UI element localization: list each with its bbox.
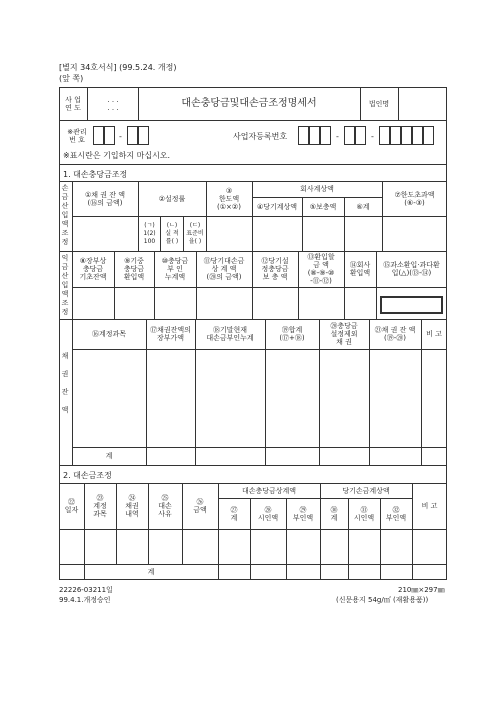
s2-g1c-denied: ㉙ 부인액 [292, 505, 314, 522]
bal-c2-book: ⑰채권잔액의 장부가액 [150, 326, 191, 342]
form-title: 대손충당금및대손금조정명세서 [181, 97, 317, 109]
page-side: (앞 쪽) [59, 74, 84, 83]
bal-c4-sum: ⑲합계 (⑰+⑱) [279, 326, 305, 342]
bal-c6-balance: ㉑채 권 잔 액 (⑲-⑳) [374, 326, 416, 342]
s2-c5-amount: ㉖ 금액 [193, 498, 207, 514]
mgmt-number-box-3[interactable] [127, 126, 138, 145]
biz-reg-number-label: 사업자등록번호 [233, 132, 288, 141]
footer-right-1: 210㎜×297㎜ [398, 586, 445, 594]
b3-denied: ⑩충당금 부 인 누계액 [161, 257, 189, 281]
bal-c7-note: 비 고 [426, 330, 442, 338]
biz-no-box-8[interactable] [401, 126, 412, 145]
section2-title: 2. 대손금조정 [63, 471, 112, 480]
s2-c3-receivable: ㉔ 채권 내역 [125, 494, 139, 518]
mgmt-dash: - [119, 132, 122, 141]
biz-no-box-2[interactable] [309, 126, 320, 145]
s2-g1b-approved: ㉘ 시인액 [257, 505, 279, 522]
rate-option-b[interactable]: (ㄴ) 실 적 률( ) [165, 221, 179, 245]
biz-no-box-4[interactable] [344, 126, 355, 145]
col3-limit: ③ 한도액 (①×②) [217, 187, 241, 211]
bal-total-label: 계 [105, 452, 113, 460]
corp-name-label: 법인명 [368, 99, 390, 108]
col1-receivable-balance: ①채 권 잔 액 (⑯의 금액) [85, 191, 125, 207]
mgmt-note: ※표시란은 기입하지 마십시오. [63, 151, 171, 160]
b5-supplement: ⑫당기설 정충당금 보 충 액 [261, 257, 289, 281]
biz-no-box-5[interactable] [355, 126, 366, 145]
s2-c2-account: ㉓ 계정 과목 [93, 494, 107, 518]
s2-g2c-denied: ㉜ 부인액 [385, 505, 407, 522]
footer-left-1: 22226-03211일 [59, 586, 113, 594]
s2-group1: 대손충당금상계액 [241, 486, 297, 495]
biz-no-box-6[interactable] [379, 126, 390, 145]
biz-no-box-9[interactable] [412, 126, 423, 145]
s2-g2b-approved: ㉛ 시인액 [353, 505, 375, 522]
biz-no-box-7[interactable] [390, 126, 401, 145]
row-label-balance: 채 권 잔 액 [61, 352, 69, 414]
mgmt-number-box-2[interactable] [104, 126, 115, 145]
col5-supplement: ⑤보충액 [309, 203, 337, 211]
s2-g2a-total: ㉚ 계 [330, 505, 338, 522]
s2-group2: 당기손금계상액 [342, 486, 390, 495]
rate-option-c[interactable]: (ㄷ) 표준비 율( ) [186, 221, 204, 245]
mgmt-number-label: ※관리 번 호 [67, 128, 87, 144]
business-year-label: 사 업 연 도 [65, 95, 81, 112]
biz-no-box-1[interactable] [298, 126, 309, 145]
bal-c1-account: ⑯계정과목 [91, 330, 127, 338]
footer-right-2: (신문용지 54g/㎡ (재활용품)) [336, 596, 429, 604]
s2-c1-date: ㉒ 일자 [64, 498, 79, 514]
biz-no-dash-1: - [336, 132, 339, 141]
section1-title: 1. 대손충당금조정 [63, 170, 128, 179]
b7-company-reversal: ⑭회사 환입액 [349, 261, 371, 277]
col6-total: ⑥계 [356, 203, 370, 211]
b6-to-reverse: ⑬환입할 금 액 (⑧-⑨-⑩ -⑪-⑫) [307, 253, 335, 285]
form-number: [별지 34호서식] (99.5.24. 개정) [59, 63, 177, 72]
mgmt-number-box-4[interactable] [138, 126, 149, 145]
s2-g1a-total: ㉗ 계 [230, 505, 238, 522]
b4-offset: ⑪당기대손금 상 계 액 (⑳의 금액) [203, 257, 245, 281]
b1-book-balance: ⑧장부상 충당금 기초잔액 [79, 257, 107, 281]
col4-current: ④당기계상액 [256, 203, 298, 211]
rate-option-a[interactable]: (ㄱ) 1(2) 100 [143, 221, 156, 245]
bal-c5-excluded: ⑳충당금 설정제외 채 권 [330, 322, 358, 346]
s2-total-label: 계 [147, 568, 155, 576]
s2-c4-reason: ㉕ 대손 사유 [158, 494, 172, 518]
biz-no-box-10[interactable] [423, 126, 434, 145]
row-label-income: 익 금 산 입 액 조 정 [61, 254, 69, 316]
col-group-company: 회사계상액 [300, 185, 334, 193]
mgmt-number-box-1[interactable] [93, 126, 104, 145]
footer-left-2: 99.4.1.개정승인 [59, 596, 111, 604]
b2-reversal: ⑨기중 충당금 환입액 [123, 257, 145, 281]
biz-no-dash-2: - [371, 132, 374, 141]
biz-no-box-3[interactable] [320, 126, 331, 145]
col7-excess: ⑦한도초과액 (⑥-③) [394, 191, 435, 207]
bal-c3-denied: ⑱기말현재 대손금부인누계 [206, 326, 254, 342]
col2-setting-rate: ②설정률 [158, 195, 186, 203]
business-year-dots[interactable]: . . . . . . [107, 95, 119, 112]
b8-input-box[interactable] [380, 296, 443, 314]
row-label-deduction: 손 금 산 입 액 조 정 [61, 184, 69, 246]
b8-under-over: ⑮과소환입·과다환 입(△)(⑬-⑭) [383, 261, 440, 277]
s2-c6-note: 비 고 [421, 502, 438, 510]
